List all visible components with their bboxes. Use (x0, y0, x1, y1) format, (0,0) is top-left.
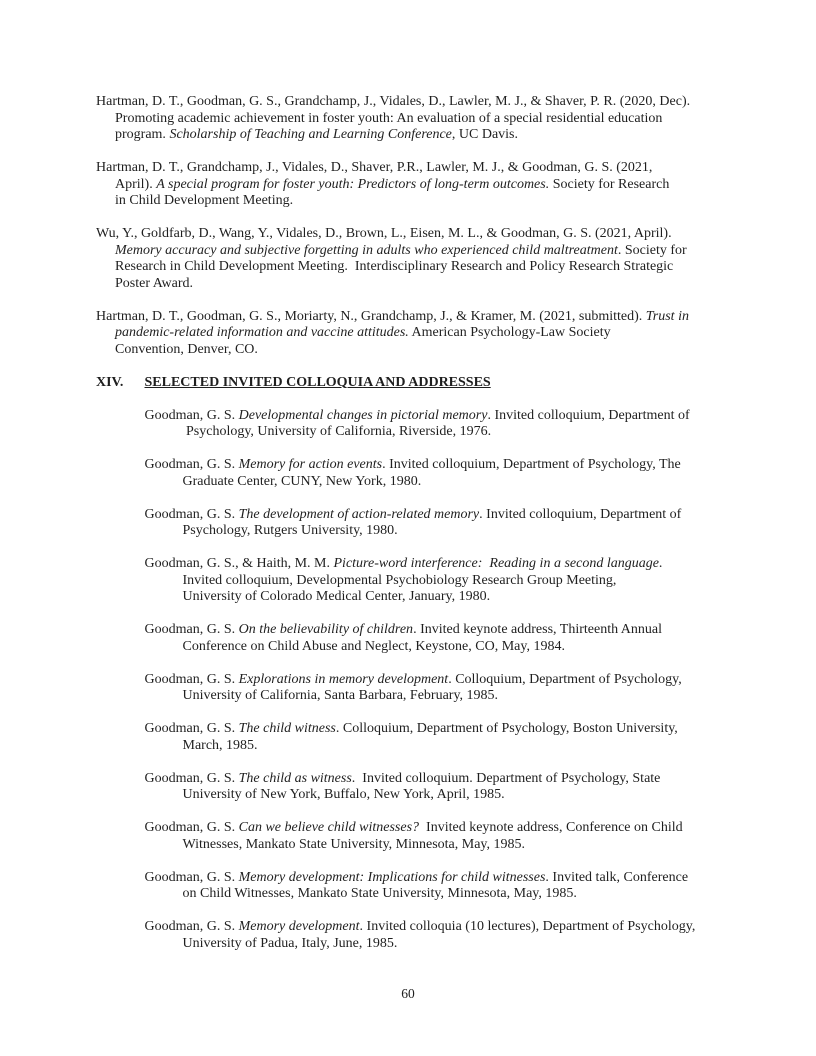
colloquia-list (145, 408, 801, 953)
text: March, 1985. (182, 737, 258, 753)
text: on Child Witnesses, Mankato State University, Minnesota, May, 1985. (182, 886, 577, 901)
text: Goodman, G. S. (144, 869, 239, 885)
text: Goodman, G. S. (144, 622, 239, 637)
presentations-list (96, 94, 800, 358)
reference-entry (96, 226, 800, 292)
text: University of California, Santa Barbara, February, 1985. (182, 688, 499, 703)
text: Goodman, G. S. (144, 407, 239, 423)
text: Goodman, G. S. (144, 457, 239, 472)
text: Goodman, G. S. (144, 770, 239, 786)
colloquium-entry (145, 556, 801, 606)
text: Goodman, G. S. (144, 671, 239, 687)
text: Hartman, D. T., Goodman, G. S., Moriarty, N., Grandchamp, J., & Kramer, M. (2021, submitted). (96, 308, 646, 324)
colloquium-entry (145, 820, 801, 853)
italic-text: Scholarship of Teaching and Learning Conference (169, 127, 452, 142)
text: . Invited colloquium, Department of (487, 407, 690, 423)
section-number: XIV. (96, 374, 124, 390)
colloquium-entry (145, 771, 801, 804)
italic-text: Memory development (238, 919, 360, 934)
colloquium-entry (145, 622, 801, 655)
italic-text: Memory for action events (238, 457, 383, 472)
text: American Psychology-Law Society (408, 325, 611, 340)
text: April). (115, 176, 157, 192)
italic-text: Explorations in memory development (238, 671, 449, 687)
italic-text: Developmental changes in pictorial memory (238, 407, 488, 423)
reference-entry (96, 309, 800, 359)
reference-entry (96, 160, 800, 210)
italic-text: Trust in (645, 308, 689, 324)
text: Poster Award. (115, 275, 194, 291)
text: . Invited colloquium, Department of (479, 506, 682, 522)
text: University of Colorado Medical Center, January, 1980. (182, 589, 491, 604)
italic-text: pandemic-related information and vaccine attitudes. (115, 325, 409, 340)
italic-text: On the believability of children (238, 622, 414, 637)
text: Conference on Child Abuse and Neglect, Keystone, CO, May, 1984. (182, 638, 565, 654)
text: Goodman, G. S. (144, 506, 239, 522)
colloquium-entry (145, 507, 801, 540)
text: Goodman, G. S. (144, 919, 239, 934)
text: . Colloquium, Department of Psychology, Boston University, (335, 721, 678, 736)
colloquium-entry (145, 721, 801, 754)
italic-text: The child as witness (238, 770, 352, 786)
text: . Colloquium, Department of Psychology, (448, 671, 682, 687)
text: Invited colloquium, Developmental Psychobiology Research Group Meeting, (182, 572, 617, 588)
text: . Invited colloquium, Department of Psychology, The (382, 457, 681, 472)
page-content (96, 94, 800, 969)
text: Promoting academic achievement in foster youth: An evaluation of a special residential education (115, 110, 663, 126)
italic-text: The child witness (238, 721, 336, 736)
text: Psychology, University of California, Riverside, 1976. (182, 424, 492, 439)
colloquium-entry (145, 919, 801, 952)
text: Society for Research (549, 176, 670, 192)
section-heading (96, 375, 800, 392)
section-title: SELECTED INVITED COLLOQUIA AND ADDRESSES (144, 374, 491, 390)
text: in Child Development Meeting. (115, 193, 294, 208)
text: . Invited colloquium. Department of Psychology, State (351, 770, 661, 786)
text: Hartman, D. T., Goodman, G. S., Grandchamp, J., Vidales, D., Lawler, M. J., & Shaver, P. R. (2020, Dec). (96, 94, 691, 109)
colloquium-entry (145, 672, 801, 705)
text: Goodman, G. S. (144, 721, 239, 736)
text: Invited keynote address, Conference on Child (419, 820, 683, 835)
text: Research in Child Development Meeting. Interdisciplinary Research and Policy Research Strategic (115, 259, 674, 274)
text: Wu, Y., Goldfarb, D., Wang, Y., Vidales, D., Brown, L., Eisen, M. L., & Goodman, G. S. (2021, April). (96, 226, 672, 241)
italic-text: Can we believe child witnesses? (238, 820, 420, 835)
text: Goodman, G. S. (144, 820, 239, 835)
text: . Invited talk, Conference (545, 869, 689, 885)
italic-text: Memory accuracy and subjective forgetting in adults who experienced child maltreatment (115, 242, 618, 258)
text: University of New York, Buffalo, New York, April, 1985. (182, 787, 505, 802)
reference-entry (96, 94, 800, 144)
italic-text: Picture-word interference: Reading in a second language (333, 556, 659, 571)
text: program. (115, 127, 170, 142)
page-number: 60 (401, 986, 415, 1001)
text: . Invited keynote address, Thirteenth Annual (413, 622, 663, 637)
text: . (658, 556, 663, 571)
text: Convention, Denver, CO. (115, 341, 258, 357)
italic-text: The development of action-related memory (238, 506, 480, 522)
text: . Society for (617, 242, 687, 258)
colloquium-entry (145, 408, 801, 441)
italic-text: A special program for foster youth: Predictors of long-term outcomes. (156, 176, 550, 192)
text: Hartman, D. T., Grandchamp, J., Vidales, D., Shaver, P.R., Lawler, M. J., & Goodman, G. S. (2021, (96, 160, 653, 175)
text: Psychology, Rutgers University, 1980. (182, 523, 398, 538)
text: , UC Davis. (451, 127, 519, 142)
text: University of Padua, Italy, June, 1985. (182, 935, 398, 951)
colloquium-entry (145, 457, 801, 490)
text: Goodman, G. S., & Haith, M. M. (144, 556, 334, 571)
colloquium-entry (145, 870, 801, 903)
italic-text: Memory development: Implications for child witnesses (238, 869, 546, 885)
text: Witnesses, Mankato State University, Minnesota, May, 1985. (182, 836, 526, 852)
text: . Invited colloquia (10 lectures), Department of Psychology, (359, 919, 696, 934)
text: Graduate Center, CUNY, New York, 1980. (182, 473, 422, 489)
